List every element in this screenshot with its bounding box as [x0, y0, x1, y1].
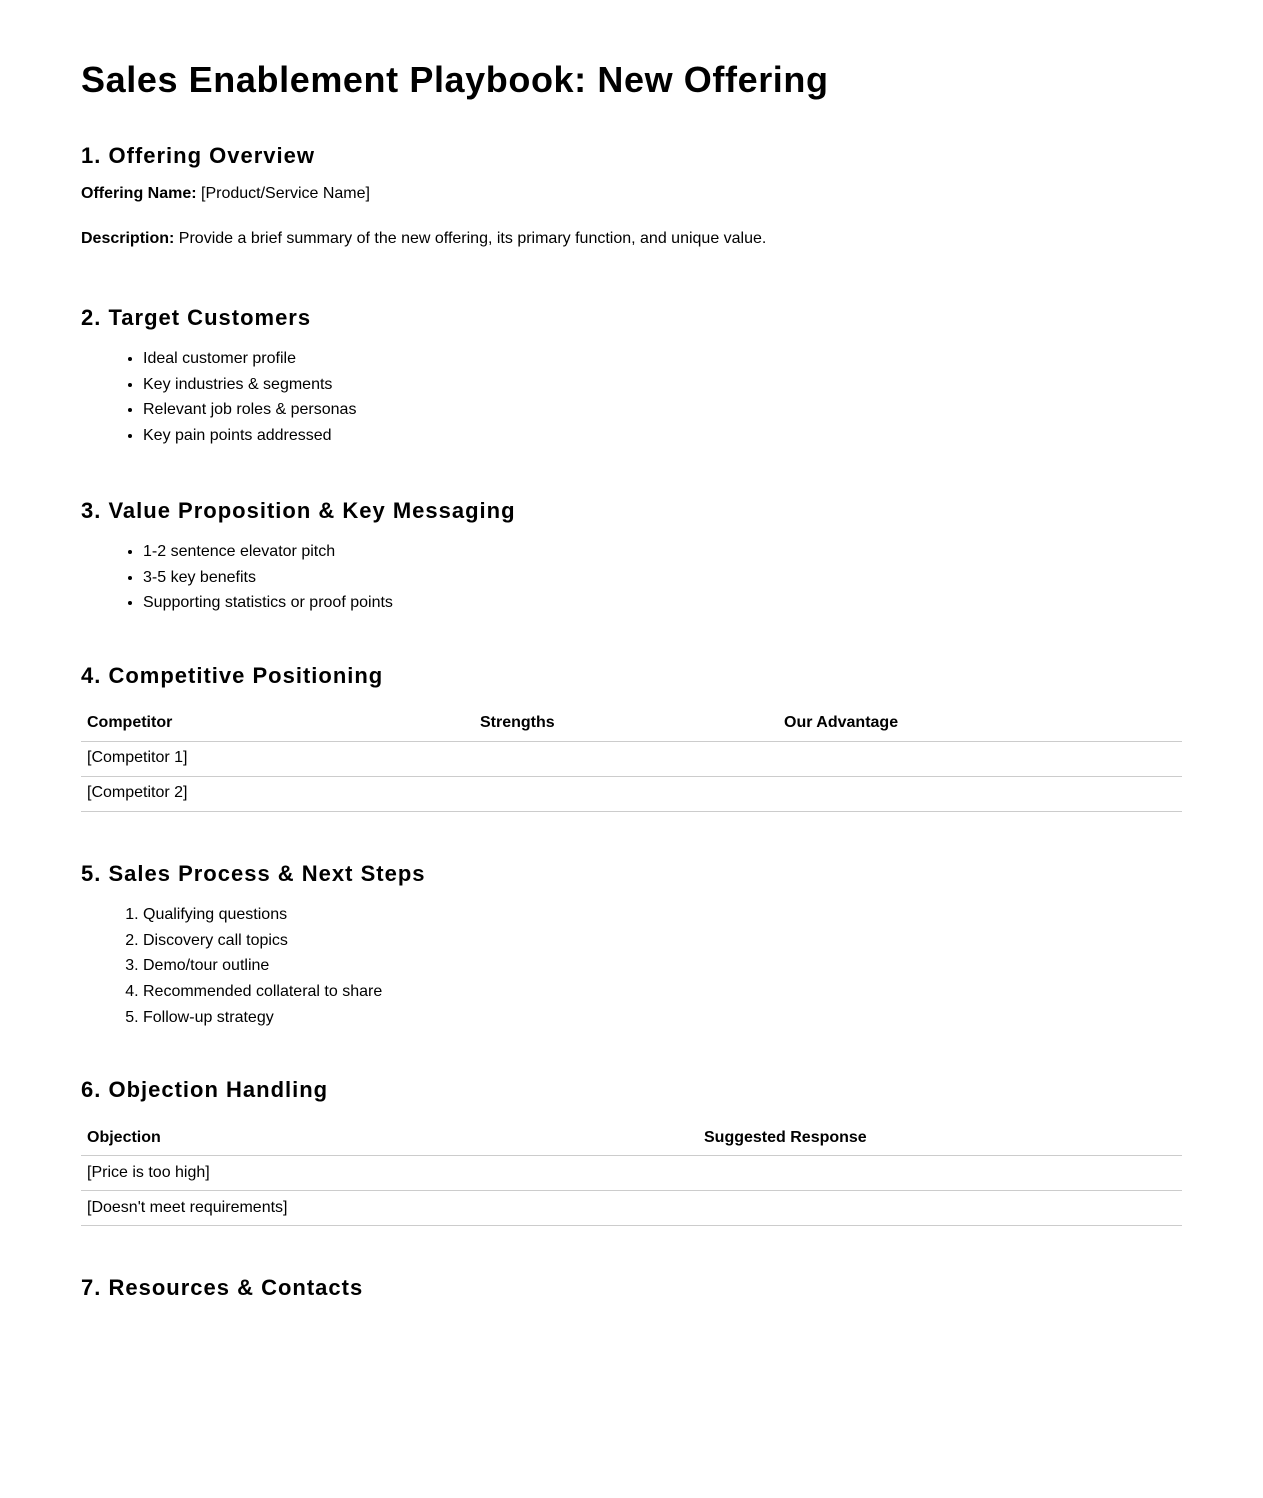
column-header-suggested-response: Suggested Response: [698, 1120, 1182, 1156]
section-offering-overview: [81, 142, 1182, 249]
list-item: • Key pain points addressed: [143, 423, 1182, 449]
list-item: 3. Demo/tour outline: [143, 953, 1182, 979]
table-cell: [698, 1191, 1182, 1226]
section-heading: 6. Objection Handling: [81, 1077, 329, 1103]
section-heading: 4. Competitive Positioning: [81, 662, 384, 688]
table-cell: [778, 776, 1182, 811]
section-heading: 1. Offering Overview: [81, 143, 315, 168]
column-header-objection: Objection: [81, 1120, 698, 1156]
list-item: • Supporting statistics or proof points: [143, 590, 1182, 616]
section-resources-contacts: [81, 1274, 1182, 1302]
section-heading: 5. Sales Process & Next Steps: [81, 860, 426, 886]
section-competitive-positioning: [81, 662, 1182, 812]
list-item: • Key industries & segments: [143, 372, 1182, 398]
table-header-row: [81, 706, 1182, 742]
table-cell: [Competitor 1]: [81, 741, 474, 776]
offering-name-value: [Product/Service Name]: [196, 185, 370, 202]
target-customers-list: [81, 346, 1182, 449]
page-title: Sales Enablement Playbook: New Offering: [81, 59, 829, 100]
section-sales-process: [81, 860, 1182, 1031]
list-item: • 1-2 sentence elevator pitch: [143, 539, 1182, 565]
table-row: [81, 741, 1182, 776]
section-heading: 3. Value Proposition & Key Messaging: [81, 497, 516, 523]
competitive-table: [81, 706, 1182, 812]
table-cell: [474, 776, 778, 811]
objection-table: [81, 1120, 1182, 1226]
list-item: 1. Qualifying questions: [143, 902, 1182, 928]
table-cell: [778, 741, 1182, 776]
list-item: 5. Follow-up strategy: [143, 1005, 1182, 1031]
list-item: • 3-5 key benefits: [143, 565, 1182, 591]
table-cell: [Price is too high]: [81, 1156, 698, 1191]
column-header-our-advantage: Our Advantage: [778, 706, 1182, 742]
list-item: 4. Recommended collateral to share: [143, 979, 1182, 1005]
description-field: [81, 229, 1182, 249]
section-target-customers: [81, 304, 1182, 449]
column-header-strengths: Strengths: [474, 706, 778, 742]
section-objection-handling: [81, 1076, 1182, 1226]
offering-name-field: [81, 184, 1182, 204]
list-item: 2. Discovery call topics: [143, 928, 1182, 954]
description-label: Description:: [81, 230, 175, 247]
column-header-competitor: Competitor: [81, 706, 474, 742]
description-value: Provide a brief summary of the new offering, its primary function, and unique value.: [174, 230, 767, 247]
table-cell: [474, 741, 778, 776]
table-row: [81, 1156, 1182, 1191]
table-cell: [698, 1156, 1182, 1191]
sales-process-list: [81, 902, 1182, 1031]
list-item: • Relevant job roles & personas: [143, 397, 1182, 423]
section-value-proposition: [81, 497, 1182, 616]
document-page: [81, 0, 1182, 1302]
value-proposition-list: [81, 539, 1182, 616]
table-header-row: [81, 1120, 1182, 1156]
table-cell: [Doesn't meet requirements]: [81, 1191, 698, 1226]
section-heading: 7. Resources & Contacts: [81, 1275, 364, 1301]
table-row: [81, 1191, 1182, 1226]
table-cell: [Competitor 2]: [81, 776, 474, 811]
table-row: [81, 776, 1182, 811]
offering-name-label: Offering Name:: [81, 185, 197, 202]
list-item: • Ideal customer profile: [143, 346, 1182, 372]
section-heading: 2. Target Customers: [81, 305, 312, 330]
